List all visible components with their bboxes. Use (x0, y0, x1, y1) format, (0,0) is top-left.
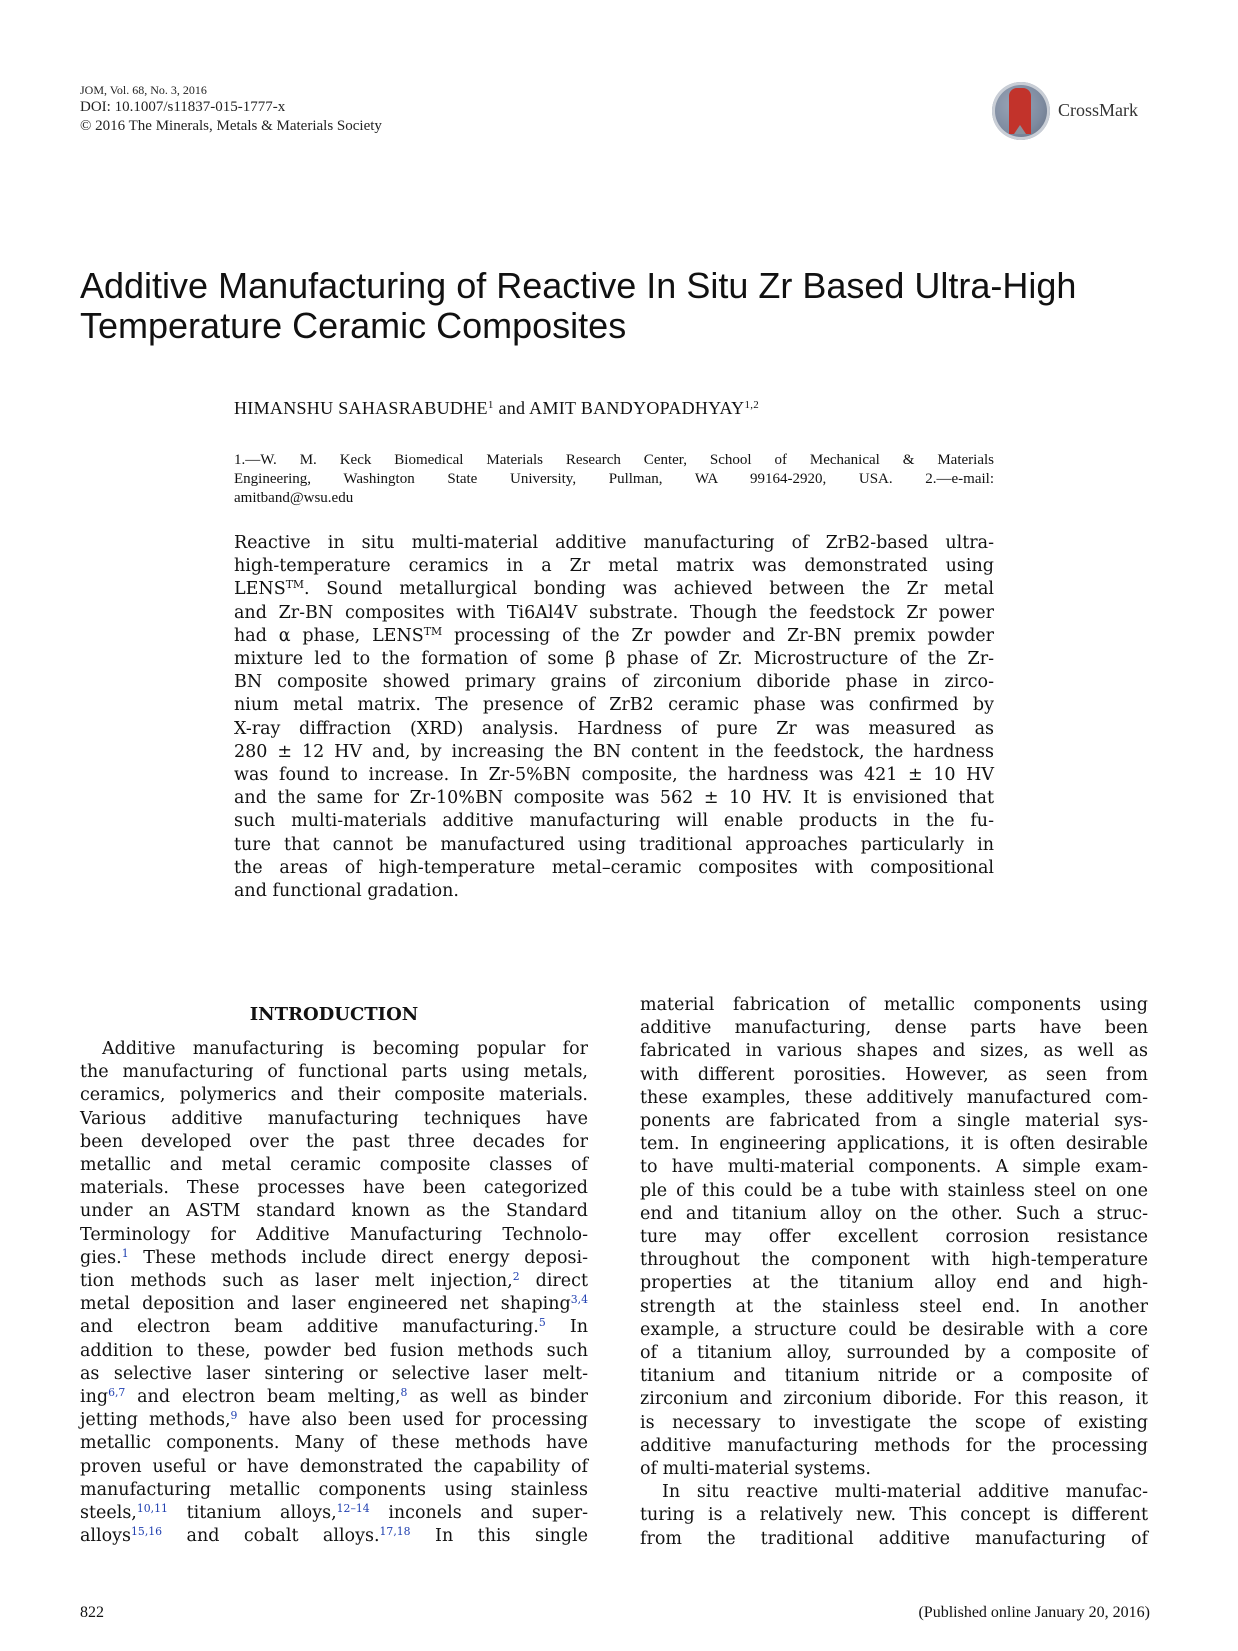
text-line: and electron beam additive manufacturing.$^5$ In (80, 1316, 589, 1338)
text-line: is necessary to investigate the scope of existing (640, 1412, 1148, 1433)
affiliation-marker: 1 (487, 398, 494, 411)
text-line: gies.$^1$ These methods include direct energy deposi- (80, 1246, 588, 1268)
text-line: ceramics, polymerics and their composite materials. (80, 1085, 588, 1106)
text-line: titanium and titanium nitride or a composite of (640, 1366, 1148, 1387)
text-line: the areas of high-temperature metal–ceramic composites with compositional (234, 857, 994, 878)
citation-ref[interactable]: 5 (538, 1316, 546, 1330)
journal-citation: JOM, Vol. 68, No. 3, 2016 (80, 83, 207, 97)
page-number: 822 (80, 1604, 104, 1621)
author-name: HIMANSHU SAHASRABUDHE (234, 398, 488, 418)
crossmark-badge[interactable] (992, 80, 1152, 142)
paragraph (640, 1481, 1148, 1551)
crossmark-icon (992, 82, 1050, 140)
text-line: such multi-materials additive manufacturing will enable products in the fu- (234, 811, 994, 832)
text-line: example, a structure could be desirable with a core (640, 1319, 1148, 1340)
citation-ref[interactable]: 12–14 (336, 1502, 370, 1516)
text-line: tem. In engineering applications, it is often desirable (640, 1134, 1148, 1155)
section-heading-introduction: INTRODUCTION (249, 1004, 419, 1025)
copyright: © 2016 The Minerals, Metals & Materials Society (80, 118, 382, 134)
text-line: under an ASTM standard known as the Standard (80, 1201, 588, 1222)
abstract (234, 532, 994, 903)
text-line: from the traditional additive manufacturing of (640, 1528, 1148, 1549)
text-line: ple of this could be a tube with stainless steel on one (640, 1180, 1148, 1201)
text-line: tion methods such as laser melt injection,$^2$ direct (80, 1270, 588, 1292)
author-conjunction: and (498, 398, 526, 418)
citation-ref[interactable]: 9 (230, 1409, 238, 1423)
paragraph (640, 994, 1148, 1481)
text-line: metallic and metal ceramic composite classes of (80, 1155, 588, 1176)
text-line: properties at the titanium alloy end and high- (640, 1273, 1148, 1294)
text-line: BN composite showed primary grains of zirconium diboride phase in zirco- (234, 672, 994, 693)
text-line: with different porosities. However, as seen from (640, 1064, 1148, 1085)
text-line: ture that cannot be manufactured using traditional approaches particularly in (234, 834, 994, 855)
citation-ref[interactable]: 10,11 (136, 1502, 168, 1516)
text-line: additive manufacturing methods for the processing (640, 1435, 1148, 1456)
text-line: mixture led to the formation of some β phase of Zr. Microstructure of the Zr- (234, 649, 994, 670)
text-line: of a titanium alloy, surrounded by a composite of (640, 1343, 1148, 1364)
text-line: and functional gradation. (234, 881, 459, 902)
affiliation-email[interactable]: amitband@wsu.edu (234, 490, 354, 506)
citation-ref[interactable]: 15,16 (131, 1525, 163, 1539)
text-line: nium metal matrix. The presence of ZrB2 ceramic phase was confirmed by (234, 695, 994, 716)
text-line: been developed over the past three decades for (80, 1131, 588, 1152)
text-line: and Zr-BN composites with Ti6Al4V substrate. Though the feedstock Zr power (234, 602, 994, 623)
text-line: ponents are fabricated from a single material sys- (640, 1111, 1148, 1132)
text-line: X-ray diffraction (XRD) analysis. Hardness of pure Zr was measured as (234, 718, 994, 739)
text-line: addition to these, powder bed fusion methods such (80, 1340, 588, 1361)
text-line: 280 ± 12 HV and, by increasing the BN content in the feedstock, the hardness (234, 741, 994, 762)
text-line: jetting methods,$^9$ have also been used for processing (80, 1409, 588, 1431)
text-line: metallic components. Many of these methods have (80, 1433, 588, 1454)
text-line: materials. These processes have been categorized (80, 1178, 588, 1199)
body-column-right (640, 994, 1148, 1551)
affiliation-marker: 1,2 (744, 398, 760, 411)
trademark-sup: TM (285, 578, 305, 592)
text-line: of multi-material systems. (640, 1459, 871, 1480)
text-line: proven useful or have demonstrated the capability of (80, 1456, 588, 1477)
publication-date: (Published online January 20, 2016) (918, 1604, 1150, 1621)
author-name: AMIT BANDYOPADHYAY (529, 398, 745, 418)
text-line: manufacturing metallic components using stainless (80, 1479, 588, 1500)
text-line: end and titanium alloy on the other. Such a struc- (640, 1203, 1148, 1224)
text-line: Various additive manufacturing techniques have (80, 1108, 588, 1129)
text-line: strength at the stainless steel end. In another (640, 1296, 1148, 1317)
text-line: Terminology for Additive Manufacturing Technolo- (80, 1224, 588, 1245)
citation-ref[interactable]: 3,4 (570, 1293, 588, 1307)
citation-ref[interactable]: 1 (121, 1246, 129, 1260)
citation-ref[interactable]: 6,7 (108, 1386, 126, 1400)
text-line: Reactive in situ multi-material additive manufacturing of ZrB2-based ultra- (234, 533, 994, 553)
text-line: throughout the component with high-temperature (640, 1250, 1148, 1271)
crossmark-label: CrossMark (1058, 100, 1138, 120)
text-line: high-temperature ceramics in a Zr metal matrix was demonstrated using (234, 556, 994, 577)
text-line: and the same for Zr-10%BN composite was 562 ± 10 HV. It is envisioned that (234, 788, 994, 809)
affiliation-line: Engineering, Washington State University, Pullman, WA 99164-2920, USA. 2.—e-mail: (234, 471, 994, 487)
text-line: the manufacturing of functional parts using metals, (80, 1062, 588, 1083)
text-line: LENS™. Sound metallurgical bonding was achieved between the Zr metal (234, 578, 994, 600)
text-line: metal deposition and laser engineered net shaping$^{3,4}$ (80, 1293, 588, 1315)
affiliation-line: 1.—W. M. Keck Biomedical Materials Research Center, School of Mechanical & Materials (234, 452, 994, 468)
citation-ref[interactable]: 8 (400, 1386, 408, 1400)
title-line: Temperature Ceramic Composites (80, 305, 627, 346)
text-line: ture may offer excellent corrosion resistance (640, 1227, 1148, 1248)
text-line: fabricated in various shapes and sizes, as well as (640, 1041, 1148, 1062)
text-line: zirconium and zirconium diboride. For this reason, it (640, 1389, 1148, 1410)
text-line: additive manufacturing, dense parts have been (640, 1018, 1148, 1039)
journal-meta (80, 82, 382, 136)
text-line: ing$^{6,7}$ and electron beam melting,$^8$ as well as binder (80, 1386, 588, 1408)
trademark-sup: TM (423, 624, 443, 638)
text-line: these examples, these additively manufactured com- (640, 1087, 1148, 1108)
text-line: steels,$^{10,11}$ titanium alloys,$^{12-14}$ inconels and super- (80, 1502, 589, 1524)
body-column-left (80, 1038, 588, 1548)
text-line: had α phase, LENS™ processing of the Zr powder and Zr-BN premix powder (234, 624, 994, 646)
citation-ref[interactable]: 2 (512, 1270, 520, 1284)
affiliations (234, 451, 994, 508)
text-line: was found to increase. In Zr-5%BN composite, the hardness was 421 ± 10 HV (234, 765, 994, 786)
text-line: material fabrication of metallic components using (640, 995, 1148, 1015)
doi: DOI: 10.1007/s11837-015-1777-x (80, 99, 286, 115)
text-line: to have multi-material components. A simple exam- (640, 1157, 1148, 1178)
text-line: as selective laser sintering or selective laser melt- (80, 1363, 588, 1384)
text-line: In situ reactive multi-material additive manufac- (662, 1482, 1148, 1503)
article-title (80, 266, 1170, 346)
author-list (234, 398, 759, 419)
text-line: alloys$^{15,16}$ and cobalt alloys.$^{17,18}$ In this single (80, 1525, 588, 1547)
text-line: Additive manufacturing is becoming popular for (102, 1039, 588, 1059)
citation-ref[interactable]: 17,18 (379, 1525, 411, 1539)
text-line: turing is a relatively new. This concept is different (640, 1505, 1148, 1526)
title-line: Additive Manufacturing of Reactive In Situ Zr Based Ultra-High (80, 265, 1077, 306)
